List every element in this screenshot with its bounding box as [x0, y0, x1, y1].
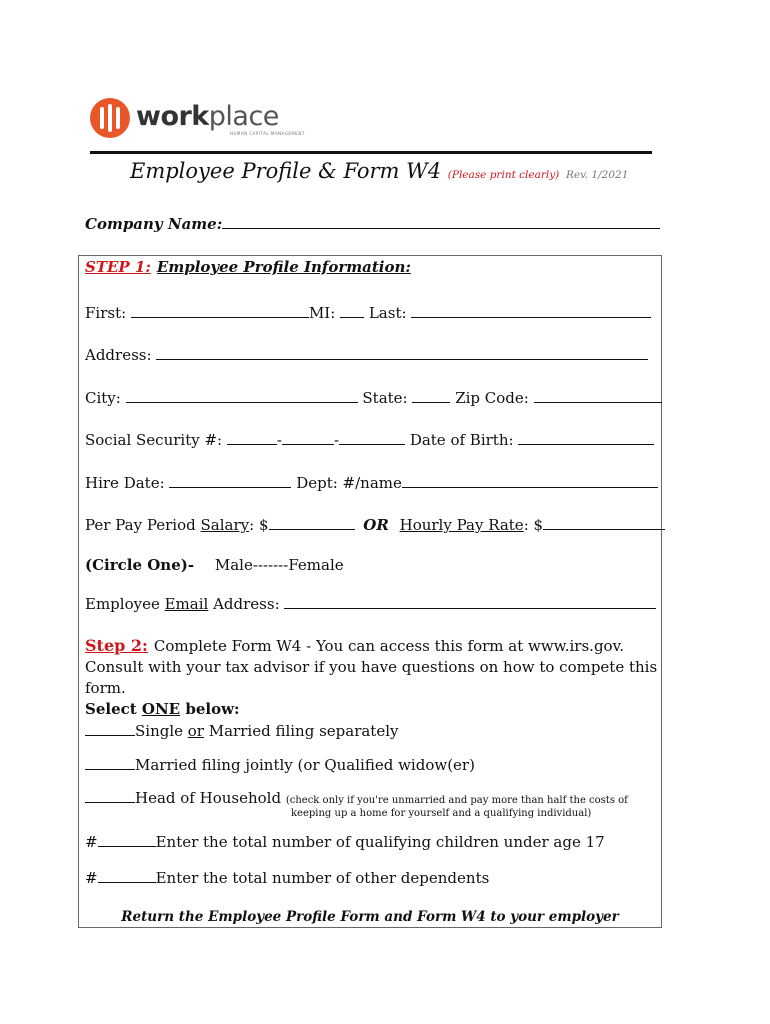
hire-row: Hire Date: Dept: #/name — [85, 471, 658, 492]
filing-hoh-option: Head of Household (check only if you're unmarried and pay more than half the costs of — [85, 786, 628, 807]
date-of-birth-field[interactable] — [518, 428, 654, 445]
hourly-rate-field[interactable] — [543, 513, 665, 530]
dept-field[interactable] — [402, 471, 658, 488]
gender-options[interactable]: Male-------Female — [214, 556, 344, 574]
ssn-part2-field[interactable] — [282, 428, 334, 445]
return-instructions: Return the Employee Profile Form and Form W4 to your employer — [121, 909, 619, 925]
company-name-label: Company Name: — [85, 215, 223, 233]
pay-row: Per Pay Period Salary: $ OR Hourly Pay Rate: $ — [85, 513, 665, 534]
filing-single-blank[interactable] — [85, 719, 135, 736]
company-name-row — [85, 214, 652, 233]
revision-label: Rev. 1/2021 — [565, 169, 629, 181]
email-row: Employee Email Address: — [85, 592, 656, 613]
ssn-row: Social Security #: - - Date of Birth: — [85, 428, 654, 449]
filing-mfj-option: Married filing jointly (or Qualified widow(er) — [85, 753, 475, 774]
logo-tagline: HUMAN CAPITAL MANAGEMENT — [230, 131, 305, 136]
qualifying-children-field[interactable] — [98, 830, 156, 847]
company-name-field[interactable] — [222, 214, 660, 229]
filing-single-option: Single or Married filing separately — [85, 719, 398, 740]
middle-initial-field[interactable] — [340, 301, 364, 318]
ssn-part3-field[interactable] — [339, 428, 405, 445]
filing-hoh-blank[interactable] — [85, 786, 135, 803]
hoh-note-line1: (check only if you're unmarried and pay more than half the costs of — [285, 795, 628, 806]
qualifying-children-row: # Enter the total number of qualifying children under age 17 — [85, 830, 605, 851]
workplace-logo — [90, 98, 305, 144]
hire-date-field[interactable] — [169, 471, 291, 488]
salary-field[interactable] — [269, 513, 355, 530]
last-name-field[interactable] — [411, 301, 651, 318]
city-row: City: State: Zip Code: — [85, 386, 662, 407]
other-dependents-row: # Enter the total number of other dependents — [85, 866, 489, 887]
page-title: Employee Profile & Form W4 (Please print clearly) Rev. 1/2021 — [130, 159, 629, 183]
hoh-note-line2: keeping up a home for yourself and a qualifying individual) — [291, 808, 592, 819]
zip-code-field[interactable] — [534, 386, 662, 403]
workplace-logo-mark-icon — [90, 98, 130, 138]
other-dependents-field[interactable] — [98, 866, 156, 883]
first-name-field[interactable] — [131, 301, 309, 318]
logo-wordmark: workplace — [136, 101, 279, 132]
name-row: First: MI: Last: — [85, 301, 651, 322]
address-row: Address: — [85, 343, 648, 364]
step2-instructions: Step 2: Complete Form W4 - You can access this form at www.irs.gov. Consult with your tax advisor if you have questions on how to compete this form. Select ONE below: — [85, 636, 658, 718]
ssn-part1-field[interactable] — [227, 428, 277, 445]
address-field[interactable] — [156, 343, 648, 360]
email-field[interactable] — [284, 592, 656, 609]
header-divider — [90, 151, 652, 154]
gender-row: (Circle One)- Male-------Female — [85, 556, 344, 574]
print-note: (Please print clearly) — [447, 169, 560, 181]
step1-header: STEP 1: Employee Profile Information: — [85, 258, 411, 276]
state-field[interactable] — [412, 386, 450, 403]
filing-mfj-blank[interactable] — [85, 753, 135, 770]
city-field[interactable] — [126, 386, 358, 403]
